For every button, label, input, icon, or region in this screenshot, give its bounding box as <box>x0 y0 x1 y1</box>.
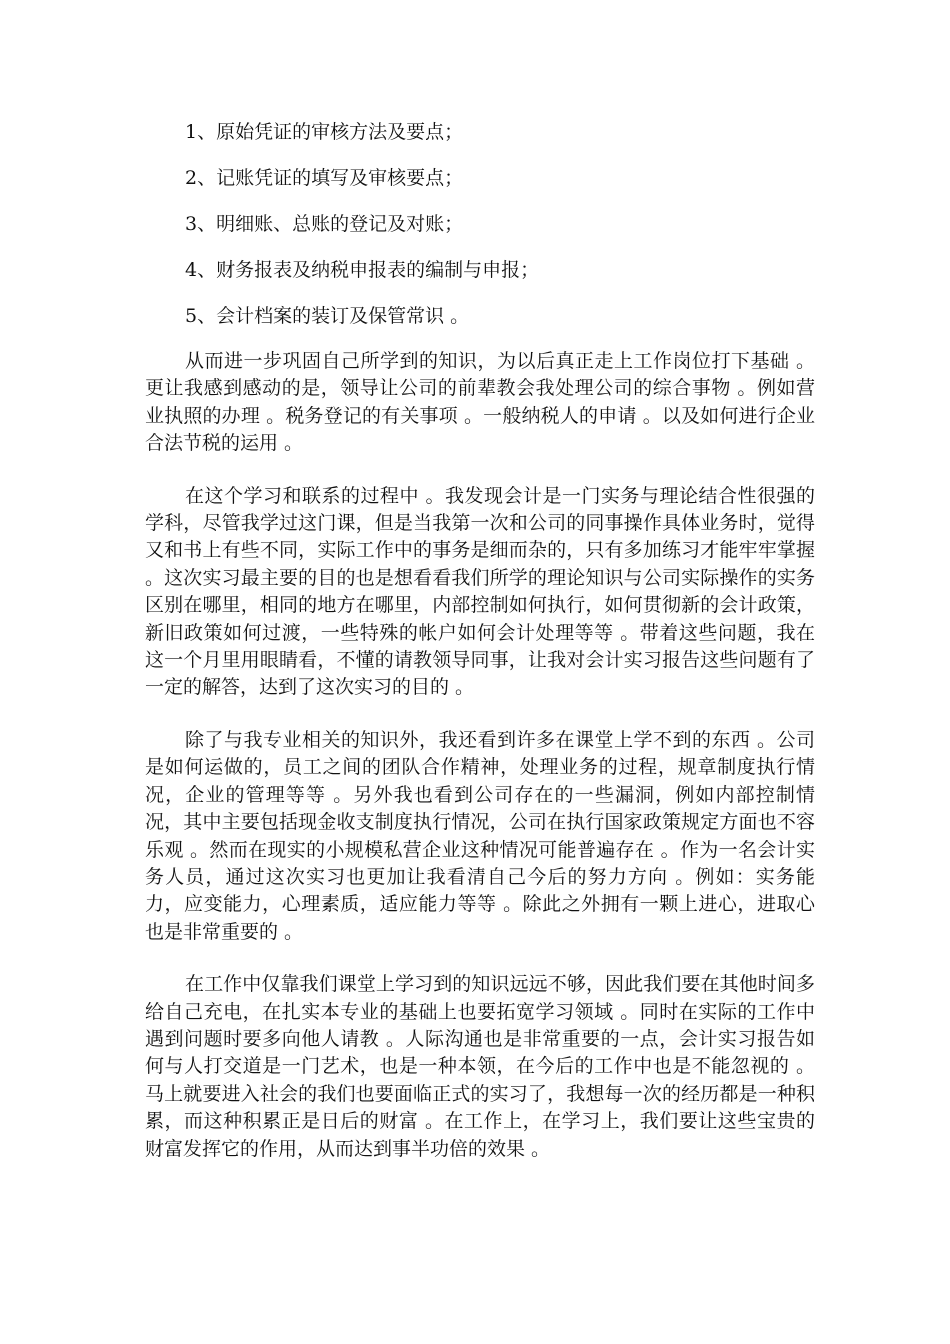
list-item: 1、原始凭证的审核方法及要点； <box>185 121 464 143</box>
paragraph-1: 从而进一步巩固自己所学到的知识，为以后真正走上工作岗位打下基础 。更让我感到感动的是，领导让公司的前辈教会我处理公司的综合事物 。例如营业执照的办理 。税务登记的有关事项 。一般纳税人的申请 。以及如何进行企业合法节税的运用 。 <box>145 350 815 455</box>
document-page <box>145 118 815 1188</box>
numbered-list <box>145 118 815 330</box>
paragraph-2: 在这个学习和联系的过程中 。我发现会计是一门实务与理论结合性很强的学科，尽管我学过这门课，但是当我第一次和公司的同事操作具体业务时，觉得又和书上有些不同，实际工作中的事务是细而杂的，只有多加练习才能牢牢掌握 。这次实习最主要的目的也是想看看我们所学的理论知识与公司实际操作的实务区别在哪里，相同的地方在哪里，内部控制如何执行，如何贯彻新的会计政策，新旧政策如何过渡，一些特殊的帐户如何会计处理等等 。带着这些问题，我在这一个月里用眼睛看，不懂的请教领导同事，让我对会计实习报告这些问题有了一定的解答，达到了这次实习的目的 。 <box>145 484 815 699</box>
list-item: 4、财务报表及纳税申报表的编制与申报； <box>185 259 540 281</box>
paragraph-4: 在工作中仅靠我们课堂上学习到的知识远远不够，因此我们要在其他时间多给自己充电，在扎实本专业的基础上也要拓宽学习领域 。同时在实际的工作中遇到问题时要多向他人请教 。人际沟通也是非常重要的一点，会计实习报告如何与人打交道是一门艺术，也是一种本领，在今后的工作中也是不能忽视的 。马上就要进入社会的我们也要面临正式的实习了，我想每一次的经历都是一种积累，而这种积累正是日后的财富 。在工作上，在学习上，我们要让这些宝贵的财富发挥它的作用，从而达到事半功倍的效果 。 <box>145 973 815 1160</box>
list-item: 5、会计档案的装订及保管常识 。 <box>185 305 470 327</box>
paragraph-3: 除了与我专业相关的知识外，我还看到许多在课堂上学不到的东西 。公司是如何运做的，员工之间的团队合作精神，处理业务的过程，规章制度执行情况，企业的管理等等 。另外我也看到公司存在的一些漏洞，例如内部控制情况，其中主要包括现金收支制度执行情况，公司在执行国家政策规定方面也不容乐观 。然而在现实的小规模私营企业这种情况可能普遍存在 。作为一名会计实务人员，通过这次实习也更加让我看清自己今后的努力方向 。例如：实务能力，应变能力，心理素质，适应能力等等 。除此之外拥有一颗上进心，进取心也是非常重要的 。 <box>145 728 815 943</box>
list-item: 3、明细账、总账的登记及对账； <box>185 213 464 235</box>
list-item: 2、记账凭证的填写及审核要点； <box>185 167 464 189</box>
